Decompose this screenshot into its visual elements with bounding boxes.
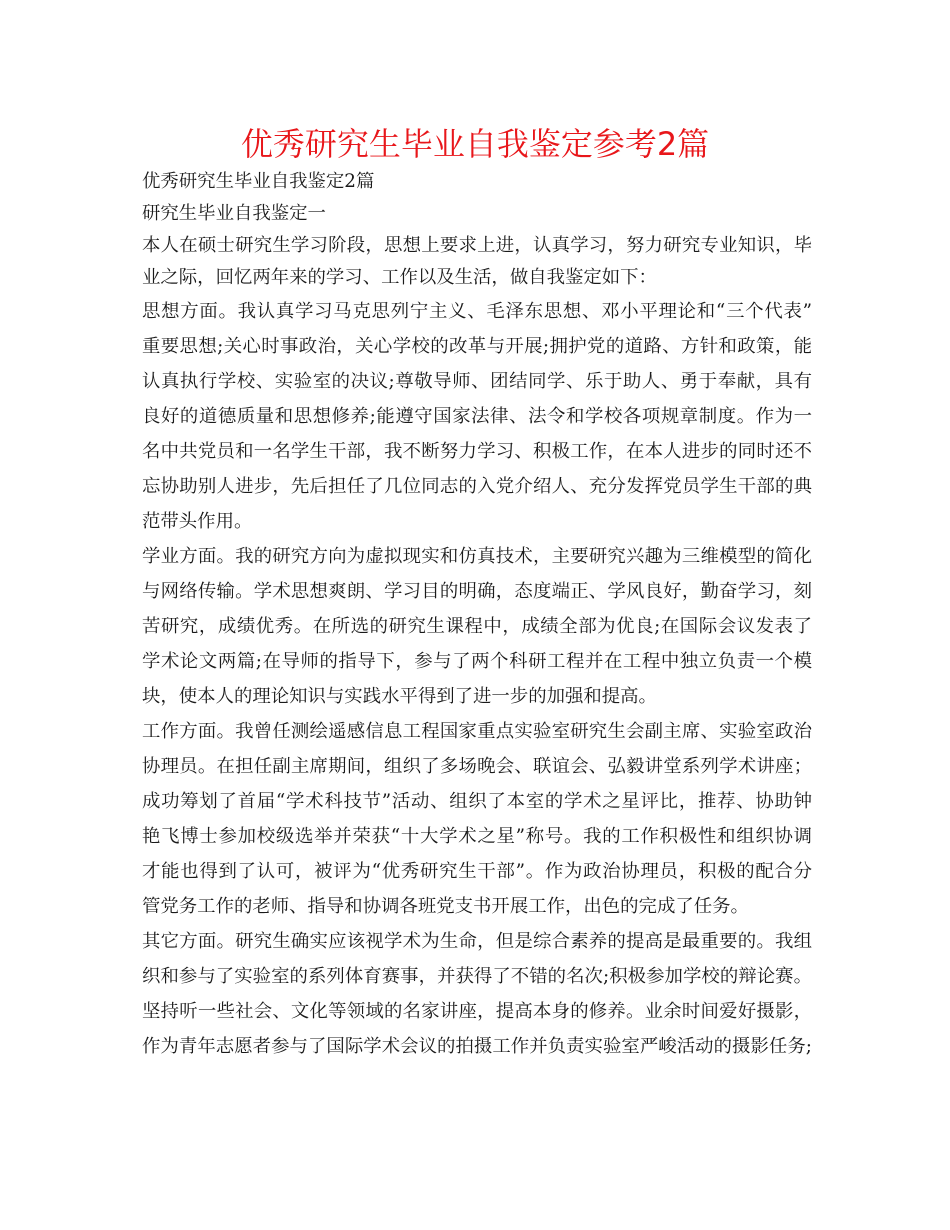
paragraph-line: 学业方面。我的研究方向为虚拟现实和仿真技术，主要研究兴趣为三维模型的简化 [142,546,812,567]
paragraph-line: 才能也得到了认可，被评为“优秀研究生干部”。作为政治协理员，积极的配合分 [142,861,812,882]
paragraph-line: 成功筹划了首届“学术科技节”活动、组织了本室的学术之星评比，推荐、协助钟 [142,791,812,812]
paragraph-line: 本人在硕士研究生学习阶段，思想上要求上进，认真学习，努力研究专业知识，毕 [142,235,812,256]
paragraph-line: 苦研究，成绩优秀。在所选的研究生课程中，成绩全部为优良;在国际会议发表了 [142,616,812,637]
paragraph-line: 名中共党员和一名学生干部，我不断努力学习、积极工作，在本人进步的同时还不 [142,441,812,462]
paragraph-line: 忘协助别人进步，先后担任了几位同志的入党介绍人、充分发挥党员学生干部的典 [142,476,812,497]
document-title: 优秀研究生毕业自我鉴定参考2篇 [240,125,710,163]
paragraph-line: 认真执行学校、实验室的决议;尊敬导师、团结同学、乐于助人、勇于奉献，具有 [142,371,812,392]
paragraph-line: 其它方面。研究生确实应该视学术为生命，但是综合素养的提高是最重要的。我组 [142,931,812,952]
paragraph-line: 与网络传输。学术思想爽朗、学习目的明确，态度端正、学风良好，勤奋学习，刻 [142,581,812,602]
paragraph-line: 重要思想;关心时事政治，关心学校的改革与开展;拥护党的道路、方针和政策，能 [142,336,812,357]
paragraph-line: 范带头作用。 [142,511,253,532]
paragraph-line: 管党务工作的老师、指导和协调各班党支书开展工作，出色的完成了任务。 [142,896,749,917]
paragraph-line: 坚持听一些社会、文化等领域的名家讲座，提高本身的修养。业余时间爱好摄影， [142,1001,812,1022]
subtitle: 优秀研究生毕业自我鉴定2篇 [142,171,375,192]
paragraph-line: 业之际，回忆两年来的学习、工作以及生活，做自我鉴定如下： [142,267,657,288]
paragraph-line: 协理员。在担任副主席期间，组织了多场晚会、联谊会、弘毅讲堂系列学术讲座； [142,756,812,777]
paragraph-line: 织和参与了实验室的系列体育赛事，并获得了不错的名次;积极参加学校的辩论赛。 [142,966,812,987]
paragraph-line: 艳飞博士参加校级选举并荣获“十大学术之星”称号。我的工作积极性和组织协调 [142,826,812,847]
section-heading: 研究生毕业自我鉴定一 [142,203,326,224]
paragraph-line: 作为青年志愿者参与了国际学术会议的拍摄工作并负责实验室严峻活动的摄影任务; [142,1036,812,1057]
paragraph-line: 良好的道德质量和思想修养;能遵守国家法律、法令和学校各项规章制度。作为一 [142,406,812,427]
paragraph-line: 思想方面。我认真学习马克思列宁主义、毛泽东思想、邓小平理论和“三个代表” [142,301,812,322]
paragraph-line: 学术论文两篇;在导师的指导下，参与了两个科研工程并在工程中独立负责一个模 [142,651,812,672]
paragraph-line: 块，使本人的理论知识与实践水平得到了进一步的加强和提高。 [142,686,657,707]
paragraph-line: 工作方面。我曾任测绘遥感信息工程国家重点实验室研究生会副主席、实验室政治 [142,721,812,742]
document-body [142,166,812,1064]
